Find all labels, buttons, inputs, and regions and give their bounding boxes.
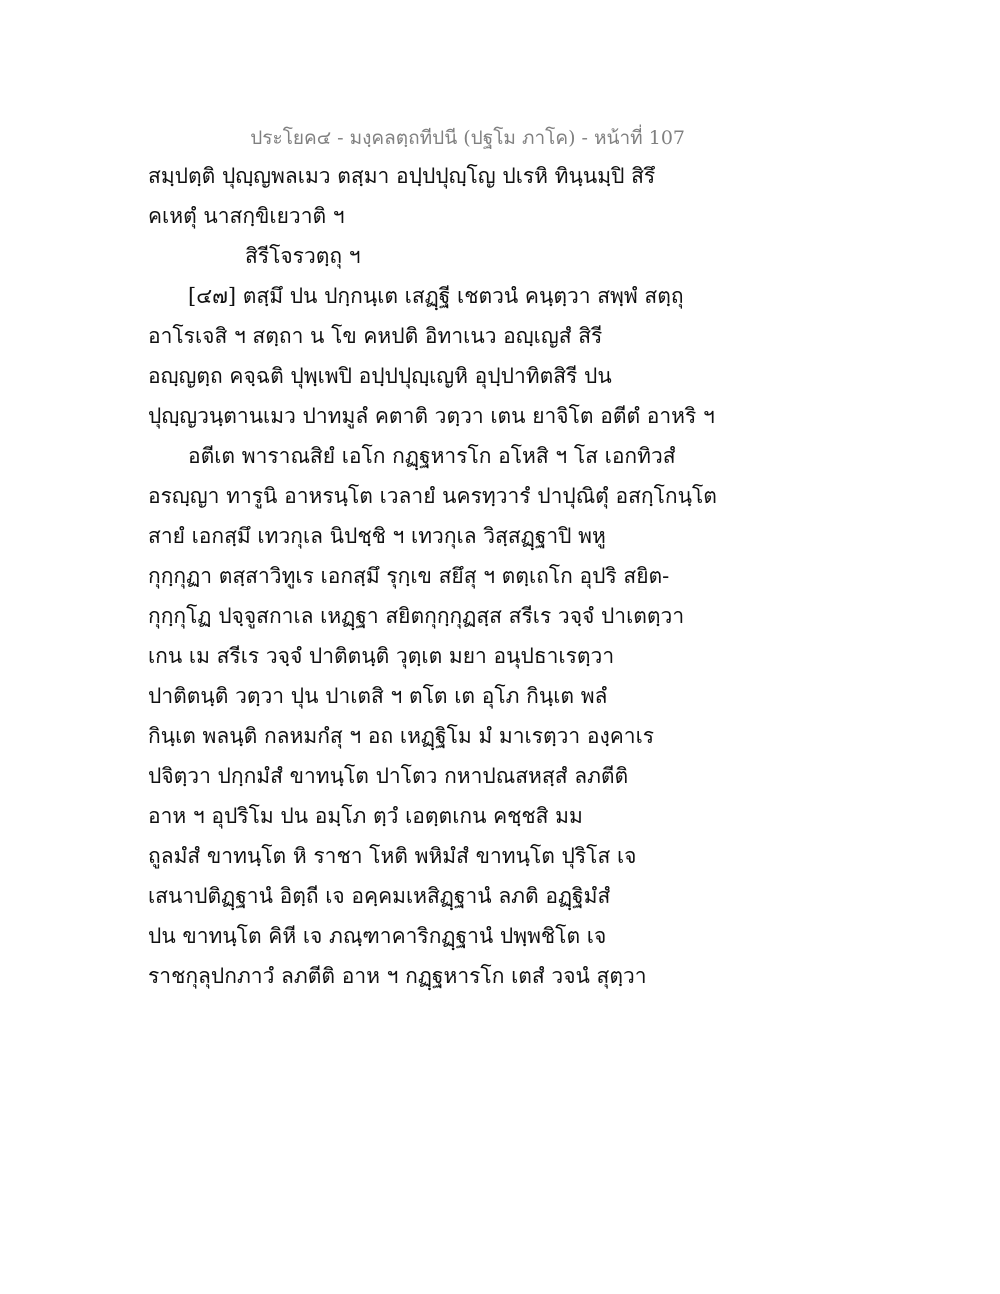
text-line: ปจิตฺวา ปกฺกมํสํ ขาทนฺโต ปาโตว กหาปณสหสฺสํ ลภตีติ [148, 764, 629, 788]
paragraph-start: อตีเต พาราณสิยํ เอโก กฏฺฐหารโก อโหสิ ฯ โส เอกทิวสํ [188, 444, 676, 468]
text-line: อรญฺญา ทารูนิ อาหรนฺโต เวลายํ นครทฺวารํ ปาปุณิตุํ อสกฺโกนฺโต [148, 484, 717, 508]
text-line: เกน เม สรีเร วจฺจํ ปาติตนฺติ วุตฺเต มยา อนุปธาเรตฺวา [148, 644, 615, 668]
text-line: อญฺญตฺถ คจฺฉติ ปุพฺเพปิ อปฺปปุญฺเญหิ อุปฺปาทิตสิรี ปน [148, 364, 612, 388]
text-line: สมฺปตฺติ ปุญฺญพลเมว ตสฺมา อปฺปปุญฺโญ ปเรหิ ทินฺนมฺปิ สิรึ [148, 164, 656, 188]
text-line: ปน ขาทนฺโต คิหี เจ ภณฺฑาคาริกฏฺฐานํ ปพฺพชิโต เจ [148, 924, 607, 948]
section-title: สิรีโจรวตฺถุ ฯ [245, 244, 361, 268]
paragraph-start: [๔๗] ตสฺมึ ปน ปกฺกนฺเต เสฏฺฐี เชตวนํ คนฺตฺวา สพฺพํ สตฺถุ [188, 284, 684, 308]
text-line: ถูลมํสํ ขาทนฺโต หิ ราชา โหติ พหิมํสํ ขาทนฺโต ปุริโส เจ [148, 844, 637, 868]
text-line: ปุญฺญวนฺตานเมว ปาทมูลํ คตาติ วตฺวา เตน ยาจิโต อตีตํ อาหริ ฯ [148, 404, 715, 428]
text-line: สายํ เอกสฺมึ เทวกุเล นิปชฺชิ ฯ เทวกุเล วิสฺสฏฺฐาปิ พหู [148, 524, 606, 548]
text-line: กินฺเต พลนฺติ กลหมกํสุ ฯ อถ เหฏฺฐิโม มํ มาเรตฺวา องฺคาเร [148, 724, 655, 748]
text-line: อาห ฯ อุปริโม ปน อมฺโภ ตฺวํ เอตฺตเกน คชฺชสิ มม [148, 804, 583, 828]
text-line: กุกฺกุฏา ตสฺสาวิทูเร เอกสฺมึ รุกฺเข สยึสุ ฯ ตตฺเถโก อุปริ สยิต- [148, 564, 670, 588]
text-line: เสนาปติฏฺฐานํ อิตฺถี เจ อคฺคมเหสิฏฺฐานํ ลภติ อฏฺฐิมํสํ [148, 884, 611, 908]
text-line: อาโรเจสิ ฯ สตฺถา น โข คหปติ อิทาเนว อญฺเญสํ สิรี [148, 324, 603, 348]
page-header: ประโยค๔ - มงฺคลตฺถทีปนี (ปฐโม ภาโค) - หน้าที่ 107 [250, 127, 685, 149]
text-line: ราชกุลุปกภาวํ ลภตีติ อาห ฯ กฏฺฐหารโก เตสํ วจนํ สุตฺวา [148, 964, 647, 988]
body-text [148, 156, 717, 996]
text-line: กุกฺกุโฏ ปจฺจูสกาเล เหฏฺฐา สยิตกุกฺกุฏสฺส สรีเร วจฺจํ ปาเตตฺวา [148, 604, 685, 628]
text-line: ปาติตนฺติ วตฺวา ปุน ปาเตสิ ฯ ตโต เต อุโภ กินฺเต พลํ [148, 684, 608, 708]
text-line: คเหตุํ นาสกฺขิเยวาติ ฯ [148, 204, 345, 228]
